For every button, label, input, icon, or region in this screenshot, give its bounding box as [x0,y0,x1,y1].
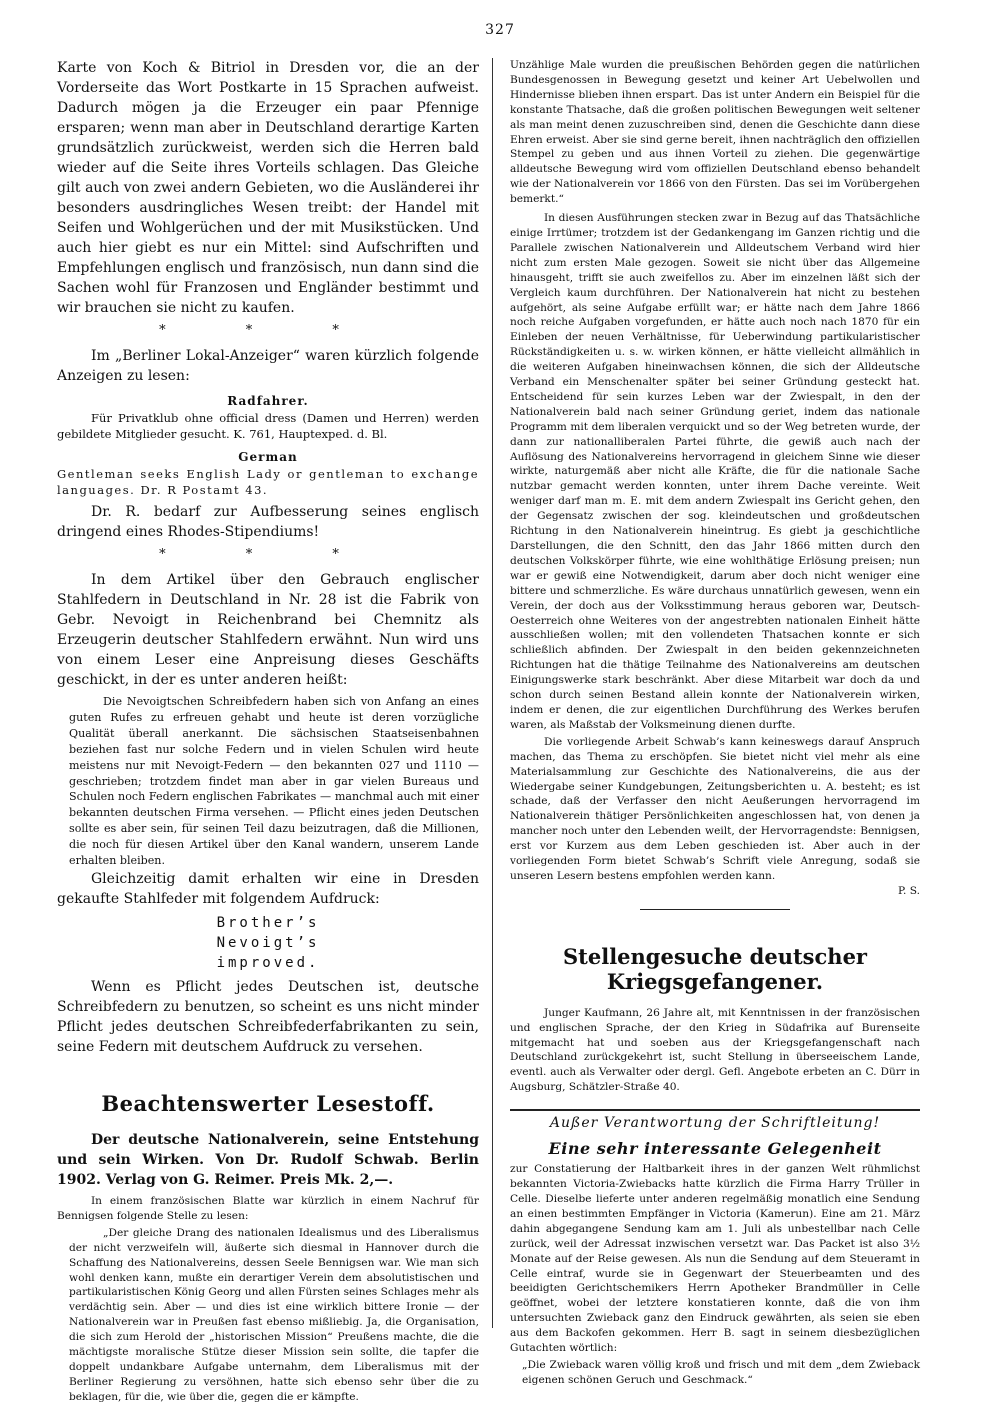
paragraph: Karte von Koch & Bitriol in Dresden vor, die an der Vorderseite das Wort Postkarte in 15 Sprachen aufweist. Dadurch mögen ja die Erzeuger ein paar Pfennige ersparen; wenn man aber in Deutschland derartige Karten grundsätzlich zurückweist, werden sich die Herren bald wieder auf die Seite ihres Vorteils schlagen. Das Gleiche gilt auch von zwei andern Gebieten, wo die Ausländerei ihr besonders ausdringliches Wesen treibt: der Handel mit Seifen und Wohlgerüchen und der mit Musikstücken. Und auch hier giebt es nur ein Mittel: sind Aufschriften und Empfehlungen englisch und französisch, nun dann sind die Sachen wohl für Franzosen und Engländer bestimmt und wir brauchen sie nicht zu kaufen. [57,60,479,316]
right-column [510,58,920,1388]
quote-block: „Der gleiche Drang des nationalen Idealismus und des Liberalismus der nicht verzweifeln will, äußerte sich diesmal in Hannover durch die Schaffung des Nationalvereins, dessen Seele Bennigsen war. Wie man sich wohl denken kann, mußte ein derartiger Verein dem absolutistischen und partikularistischen König Georg und allen Fürsten seines Schlages mehr als verdächtig sein. Aber — und dies ist eine wirklich bittere Ironie — der Nationalverein war in Preußen fast ebenso mißliebig. Ja, die Organisation, die sich zum Herold der „historischen Mission“ Preußens machte, die die mächtigste moralische Stütze dieser Mission sein sollte, die tapfer die doppelt undankbare Aufgabe unternahm, dem Liberalismus mit der Berliner Regierung zu versöhnen, hatte sich ebenso sehr über die zu beklagen, für die, wie über die, gegen die er kämpfte. [69,1226,479,1403]
column-divider [492,58,493,1328]
imprint-line: Brother’s [216,914,320,931]
left-column [57,58,479,1405]
imprint-line: improved. [216,954,320,971]
paragraph: Dr. R. bedarf zur Aufbesserung seines englisch dringend eines Rhodes-Stipendiums! [57,504,479,540]
divider-rule [640,909,790,910]
quote-block: Die Nevoigtschen Schreibfedern haben sich von Anfang an eines guten Rufes zu erfreuen gehabt und heute ist deren vorzügliche Qualität überall anerkannt. Die sächsischen Staatseisenbahnen beziehen fast nur solche Federn und in vielen Schulen wird heute meistens nur mit Nevoigt-Federn — den bekannten 027 und 1110 — geschrieben; trotzdem findet man aber in gar vielen Bureaus und Schulen noch Federn englischen Fabrikates — manchmal auch mit einer bekannten deutschen Firma versehen. — Pflicht eines jeden Deutschen sollte es aber sein, für seinen Teil dazu beizutragen, daß die Millionen, die noch für diesen Artikel über den Kanal wandern, unserem Lande erhalten bleiben. [69,695,479,868]
paragraph: In einem französischen Blatte war kürzlich in einem Nachruf für Bennigsen folgende Stelle zu lesen: [57,1194,479,1222]
paragraph: Die vorliegende Arbeit Schwab’s kann keineswegs darauf Anspruch machen, das Thema zu erschöpfen. Sie bietet nicht viel mehr als eine Materialsammlung zur Geschichte des Nationalvereins, die aus der Wiedergabe seiner Kundgebungen, Zeitungsberichten u. A. besteht; es ist schade, daß der Verfasser den nicht Aeußerungen hervorragend im Nationalverein thätiger Persönlichkeiten angeschlossen hat, von denen ja mancher noch unter den Lebenden weilt, der Hervorragendste: Bennigsen, erst vor Kurzem aus dem Leben geschieden ist. Aber auch in der vorliegenden Form bietet Schwab’s Schrift viele Anregung, sodaß sie unseren Lesern bestens empfohlen werden kann. [510,735,920,882]
imprint-line: Nevoigt’s [216,934,320,951]
paragraph: Junger Kaufmann, 26 Jahre alt, mit Kenntnissen in der französischen und englischen Sprache, der den Krieg in Südafrika auf Burenseite mitgemacht hat und soeben aus der Kriegsgefangenschaft nach Deutschland zurückgekehrt ist, sucht Stellung in überseeischem Lande, eventl. auch als Verwalter oder dergl. Gefl. Angebote erbeten an C. Dürr in Augsburg, Schätzler-Straße 40. [510,1006,920,1094]
paragraph: Im „Berliner Lokal-Anzeiger“ waren kürzlich folgende Anzeigen zu lesen: [57,348,479,384]
notice-banner: Außer Verantwortung der Schriftleitung! [510,1109,920,1131]
paragraph: Unzählige Male wurden die preußischen Behörden gegen die natürlichen Bundesgenossen in Bewegung gesetzt und keiner Art Uebelwollen und Hindernisse blieben ihnen erspart. Das ist unter Andern ein Beispiel für die konstante Thatsache, daß die großen politischen Bewegungen weit seltener als man meint denen zuzuschreiben sind, denen die Geschichte dann diese Ehren erweist. Aber sie sind gerne bereit, ihnen nachträglich den offiziellen Stempel zu geben und aus ihnen Vorteil zu ziehen. Die gegenwärtige alldeutsche Bewegung wird vom offiziellen Deutschland ebenso behandelt wie der Nationalverein vor 1866 von den Fürsten. Das sei im Vorübergehen bemerkt.“ [510,59,920,206]
pen-imprint [57,913,479,973]
paragraph: In diesen Ausführungen stecken zwar in Bezug auf das Thatsächliche einige Irrtümer; trotzdem ist der Gedankengang im Ganzen richtig und die Parallele zwischen Nationalverein und Alldeutschem Verband wird hier nicht zum ersten Male gezogen. Soweit sie nicht über das Allgemeine hinausgeht, trifft sie auch zweifellos zu. Aber im einzelnen läßt sich der Vergleich kaum durchführen. Der Nationalverein hat nicht zu bestehen aufgehört, als seine Aufgabe erfüllt war; er hätte nach dem Jahre 1866 noch reiche Aufgaben vorgefunden, er hätte auch noch nach 1870 für ein Einleben der neuen Verhältnisse, für Ueberwindung partikularistischer Rückständigkeiten u. s. w. wirken können, er hätte vielleicht allmählich in die weiteren Aufgaben hineinwachsen können, die sich der Alldeutsche Verband ein Menschenalter später bei seiner Gründung gesteckt hat. Entscheidend für sein kurzes Leben war der Zwiespalt, in den der Nationalverein bald nach seiner Gründung geriet, indem das nationale Programm mit dem liberalen verquickt und so der Weg betreten wurde, der dann zur nationalliberalen Partei führte, die gewiß auch nach der Auflösung des Nationalvereins hervorragend in gleichem Sinne wie dieser wirkte, naturgemäß aber nicht alle Kräfte, die für die nationale Sache nutzbar gemacht werden konnten, unter ihrem Dache vereinte. Weit weniger darf man m. E. mit dem andern Zwiespalt ins Gericht gehen, den der Gegensatz zwischen der sog. kleindeutschen und großdeutschen Richtung in den Nationalverein hineintrug. Es giebt ja geschichtliche Darstellungen, die den Schnitt, den das Jahr 1866 mitten durch den deutschen Volkskörper führte, wie eine wohlthätige Erlösung preisen; nun war er gewiß eine Notwendigkeit, darum aber doch nicht weniger eine bittere und schmerzliche. Es wäre durchaus unnatürlich gewesen, wenn ein Verein, der doch aus der Volksstimmung heraus geboren war, Deutsch-Oesterreich ohne Weiteres von der angestrebten nationalen Einheit hätte ausschließen wollen; mit den vollendeten Thatsachen konnte er sich schließlich abfinden. Der Zwiespalt in den beiden gekennzeichneten Richtungen hat die thätige Teilnahme des Nationalvereins am deutschen Einigungswerke stark beschränkt. Aber diese Mitarbeit war doch da und schon durch seinen Bestand allein konnte der Nationalverein wirken, indem er denen, die zur eigentlichen Durchführung des Werkes berufen waren, als Maßstab der Volksmeinung dienen durfte. [510,212,920,731]
paragraph: Wenn es Pflicht jedes Deutschen ist, deutsche Schreibfedern zu benutzen, so scheint es uns nicht minder Pflicht jedes deutschen Schreibfederfabrikanten zu sein, seine Federn mit deutschem Aufdruck zu versehen. [57,978,479,1055]
quote-block: „Die Zwieback waren völlig kroß und frisch und mit dem „dem Zwieback eigenen schönen Geruch und Geschmack.“ [522,1358,920,1386]
paragraph: In dem Artikel über den Gebrauch englischer Stahlfedern in Deutschland in Nr. 28 ist die Fabrik von Gebr. Nevoigt in Reichenbrand bei Chemnitz als Erzeugerin deutscher Stahlfedern erwähnt. Nun wird uns von einem Leser eine Anpreisung dieses Geschäfts geschickt, in der es unter anderen heißt: [57,572,479,688]
separator-stars: * * * [159,323,377,338]
ad-text: Gentleman seeks English Lady or gentleman to exchange languages. Dr. R Postamt 43. [57,467,479,497]
separator-stars: * * * [159,547,377,562]
signature: P. S. [898,884,920,897]
ad-title: Eine sehr interessante Gelegenheit [548,1139,882,1159]
ad-heading: Radfahrer. [227,394,309,408]
page-number: 327 [485,22,515,38]
section-title: Beachtenswerter Lesestoff. [101,1090,435,1116]
section-title: Stellengesuche deutscher Kriegsgefangener. [563,943,867,994]
paragraph: Gleichzeitig damit erhalten wir eine in Dresden gekaufte Stahlfeder mit folgendem Aufdruck: [57,870,479,907]
paragraph: zur Constatierung der Haltbarkeit ihres in der ganzen Welt rühmlichst bekannten Victoria-Zwiebacks hatte kürzlich die Firma Harry Trüller in Celle. Dieselbe lieferte unter anderen regelmäßig monatlich eine Sendung an einen bestimmten Empfänger in Victoria (Kamerun). Eine am 21. März dahin abgegangene Sendung kam am 1. Juli als unbestellbar nach Celle zurück, weil der Adressat inzwischen versetzt war. Das Packet ist also 3½ Monate auf der Reise gewesen. Als nun die Sendung auf dem Steueramt in Celle eintraf, wurde sie in Gegenwart der Steuerbeamten und des beeidigten Gerichtschemikers Herrn Apotheker Brandmüller in Celle geöffnet, wobei der letztere konstatieren konnte, daß die von ihm untersuchten Zwieback ganz den Eindruck gewährten, als seien sie eben aus dem Backofen gekommen. Herr B. sagt in seinem diesbezüglichen Gutachten wörtlich: [510,1163,920,1355]
ad-text: Für Privatklub ohne official dress (Damen und Herren) werden gebildete Mitglieder gesucht. K. 761, Hauptexped. d. Bl. [57,411,479,441]
book-reference: Der deutsche Nationalverein, seine Entstehung und sein Wirken. Von Dr. Rudolf Schwab. Berlin 1902. Verlag von G. Reimer. Preis Mk. 2,—. [57,1131,479,1188]
ad-heading: German [238,450,298,464]
